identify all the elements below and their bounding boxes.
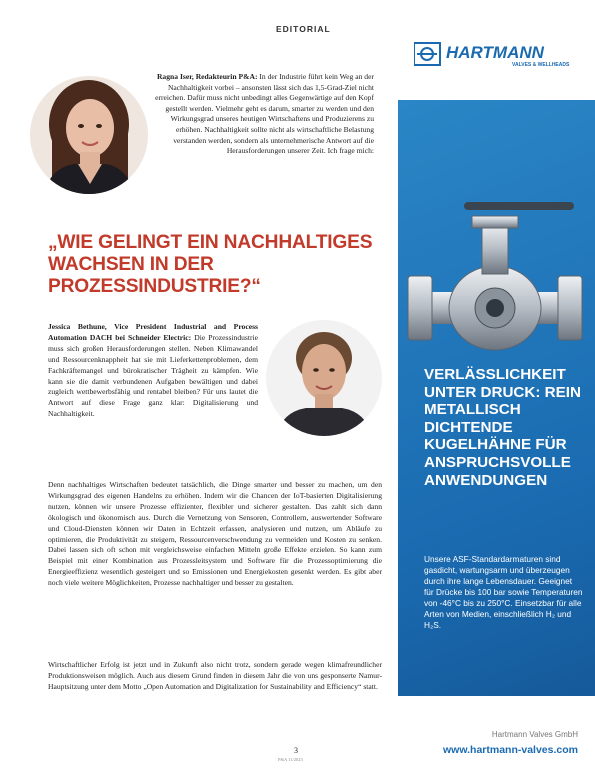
answer-paragraph [48,322,258,420]
intro-text: In der Industrie führt kein Weg an der Nachhaltigkeit vorbei – ansonsten lässt sich das 1,5-Grad-Ziel nicht erreichen. Dafür muss nicht unbedingt alles Gegenwärtige auf den Kopf gestellt werden. Vielmehr geht es darum, smarter zu werden und den Wirkungsgrad unseres heutigen Wirtschaftens und Produzierens zu erhöhen. Nachhaltigkeit sollte nicht als wirtschaftliche Belastung verstanden werden, sondern als unternehmerische Antwort auf die Herausforderungen unserer Zeit. Ich frage mich: [155,72,374,156]
body-paragraph-2: Denn nachhaltiges Wirtschaften bedeutet tatsächlich, die Dinge smarter und besser zu machen, um den Wirkungsgrad des eigenen Handelns zu erhöhen. Indem wir die Chancen der IoT-basierten Digitalisierung nutzen, können wir unsere Prozesse effizienter, flexibler und sicherer gestalten. Das zahlt sich dann ökologisch und ökonomisch aus. Durch die Vernetzung von Sensoren, Controllern, auswertender Software und Cloud-Diensten können wir Daten in Echtzeit erfassen, analysieren und nutzen, um Abläufe zu optimieren, die Produktivität zu steigern, Ressourcenverschwendung zu vermeiden und Kosten zu senken. Dabei lassen sich oft schon mit vergleichsweise einfachen Mitteln große Effekte erzielen. So kann zum Beispiel mit einer Kombination aus Prozessleitsystem und Software für die Prozessoptimierung die Energieeffizienz wesentlich gesteigert und so Emissionen und Energiekosten gesenkt werden. Es gibt aber noch viele weitere Möglichkeiten, Prozesse nachhaltiger und besser zu gestalten. [48,480,382,588]
ad-body-text: Unsere ASF-Standardarmaturen sind gasdicht, wartungsarm und überzeugen durch ihre lange Lebensdauer. Geeignet für Drücke bis 100 bar sowie Temperaturen von -46°C bis zu 250°C. Einsetzbar für alle Arten von Medien, einschließlich H₂ und H₂S. [424,554,583,630]
answer-author-name: Jessica Bethune, Vice President Industrial and Process Automation DACH bei Schneider Electric: [48,322,258,342]
author-photo-ragna-iser [30,76,148,194]
page-number: 3 [294,746,298,755]
logo-tagline: VALVES & WELLHEADS [512,62,570,68]
intro-paragraph [150,72,374,157]
intro-author-name: Ragna Iser, Redakteurin P&A: [156,72,258,81]
author-photo-jessica-bethune [266,320,382,436]
answer-text: Die Prozessindustrie muss sich großen Herausforderungen stellen. Neben Klimawandel und Ressourcenknappheit hat sie mit Lieferkettenproblemen, dem Fachkräftemangel und bürokratischer Trägheit zu kämpfen. Wie kann sie die damit verbundenen Aufgaben bewältigen und dabei zugleich wettbewerbsfähig und rentabel bleiben? Für uns lautet die Antwort auf diese Frage ganz klar: Digitalisierung und Nachhaltigkeit. [48,332,258,419]
body-paragraph-3: Wirtschaftlicher Erfolg ist jetzt und in Zukunft also nicht trotz, sondern gerade wegen klimafreundlicher Produktionsweisen möglich. Auch aus diesem Grund finden in diesem Jahr die von uns gesponserte Namur-Hauptsitzung unter dem Motto „Open Automation and Digitalization for Sustainability and Efficiency“ statt. [48,660,382,691]
ad-website-link[interactable]: www.hartmann-valves.com [443,744,578,756]
logo-wordmark: HARTMANN [446,43,544,62]
page-footer-note: P&A 11/2023 [278,757,303,762]
ad-company-name: Hartmann Valves GmbH [491,730,578,739]
headline: „WIE GELINGT EIN NACHHALTIGES WACHSEN IN DER PROZESSINDUSTRIE?“ [48,232,373,297]
hartmann-logo[interactable] [414,40,580,70]
ad-headline: VERLÄSSLICHKEIT UNTER DRUCK: REIN METALLISCH DICHTENDE KUGELHÄHNE FÜR ANSPRUCHSVOLLE ANWENDUNGEN [424,366,581,489]
section-label: EDITORIAL [276,24,331,34]
